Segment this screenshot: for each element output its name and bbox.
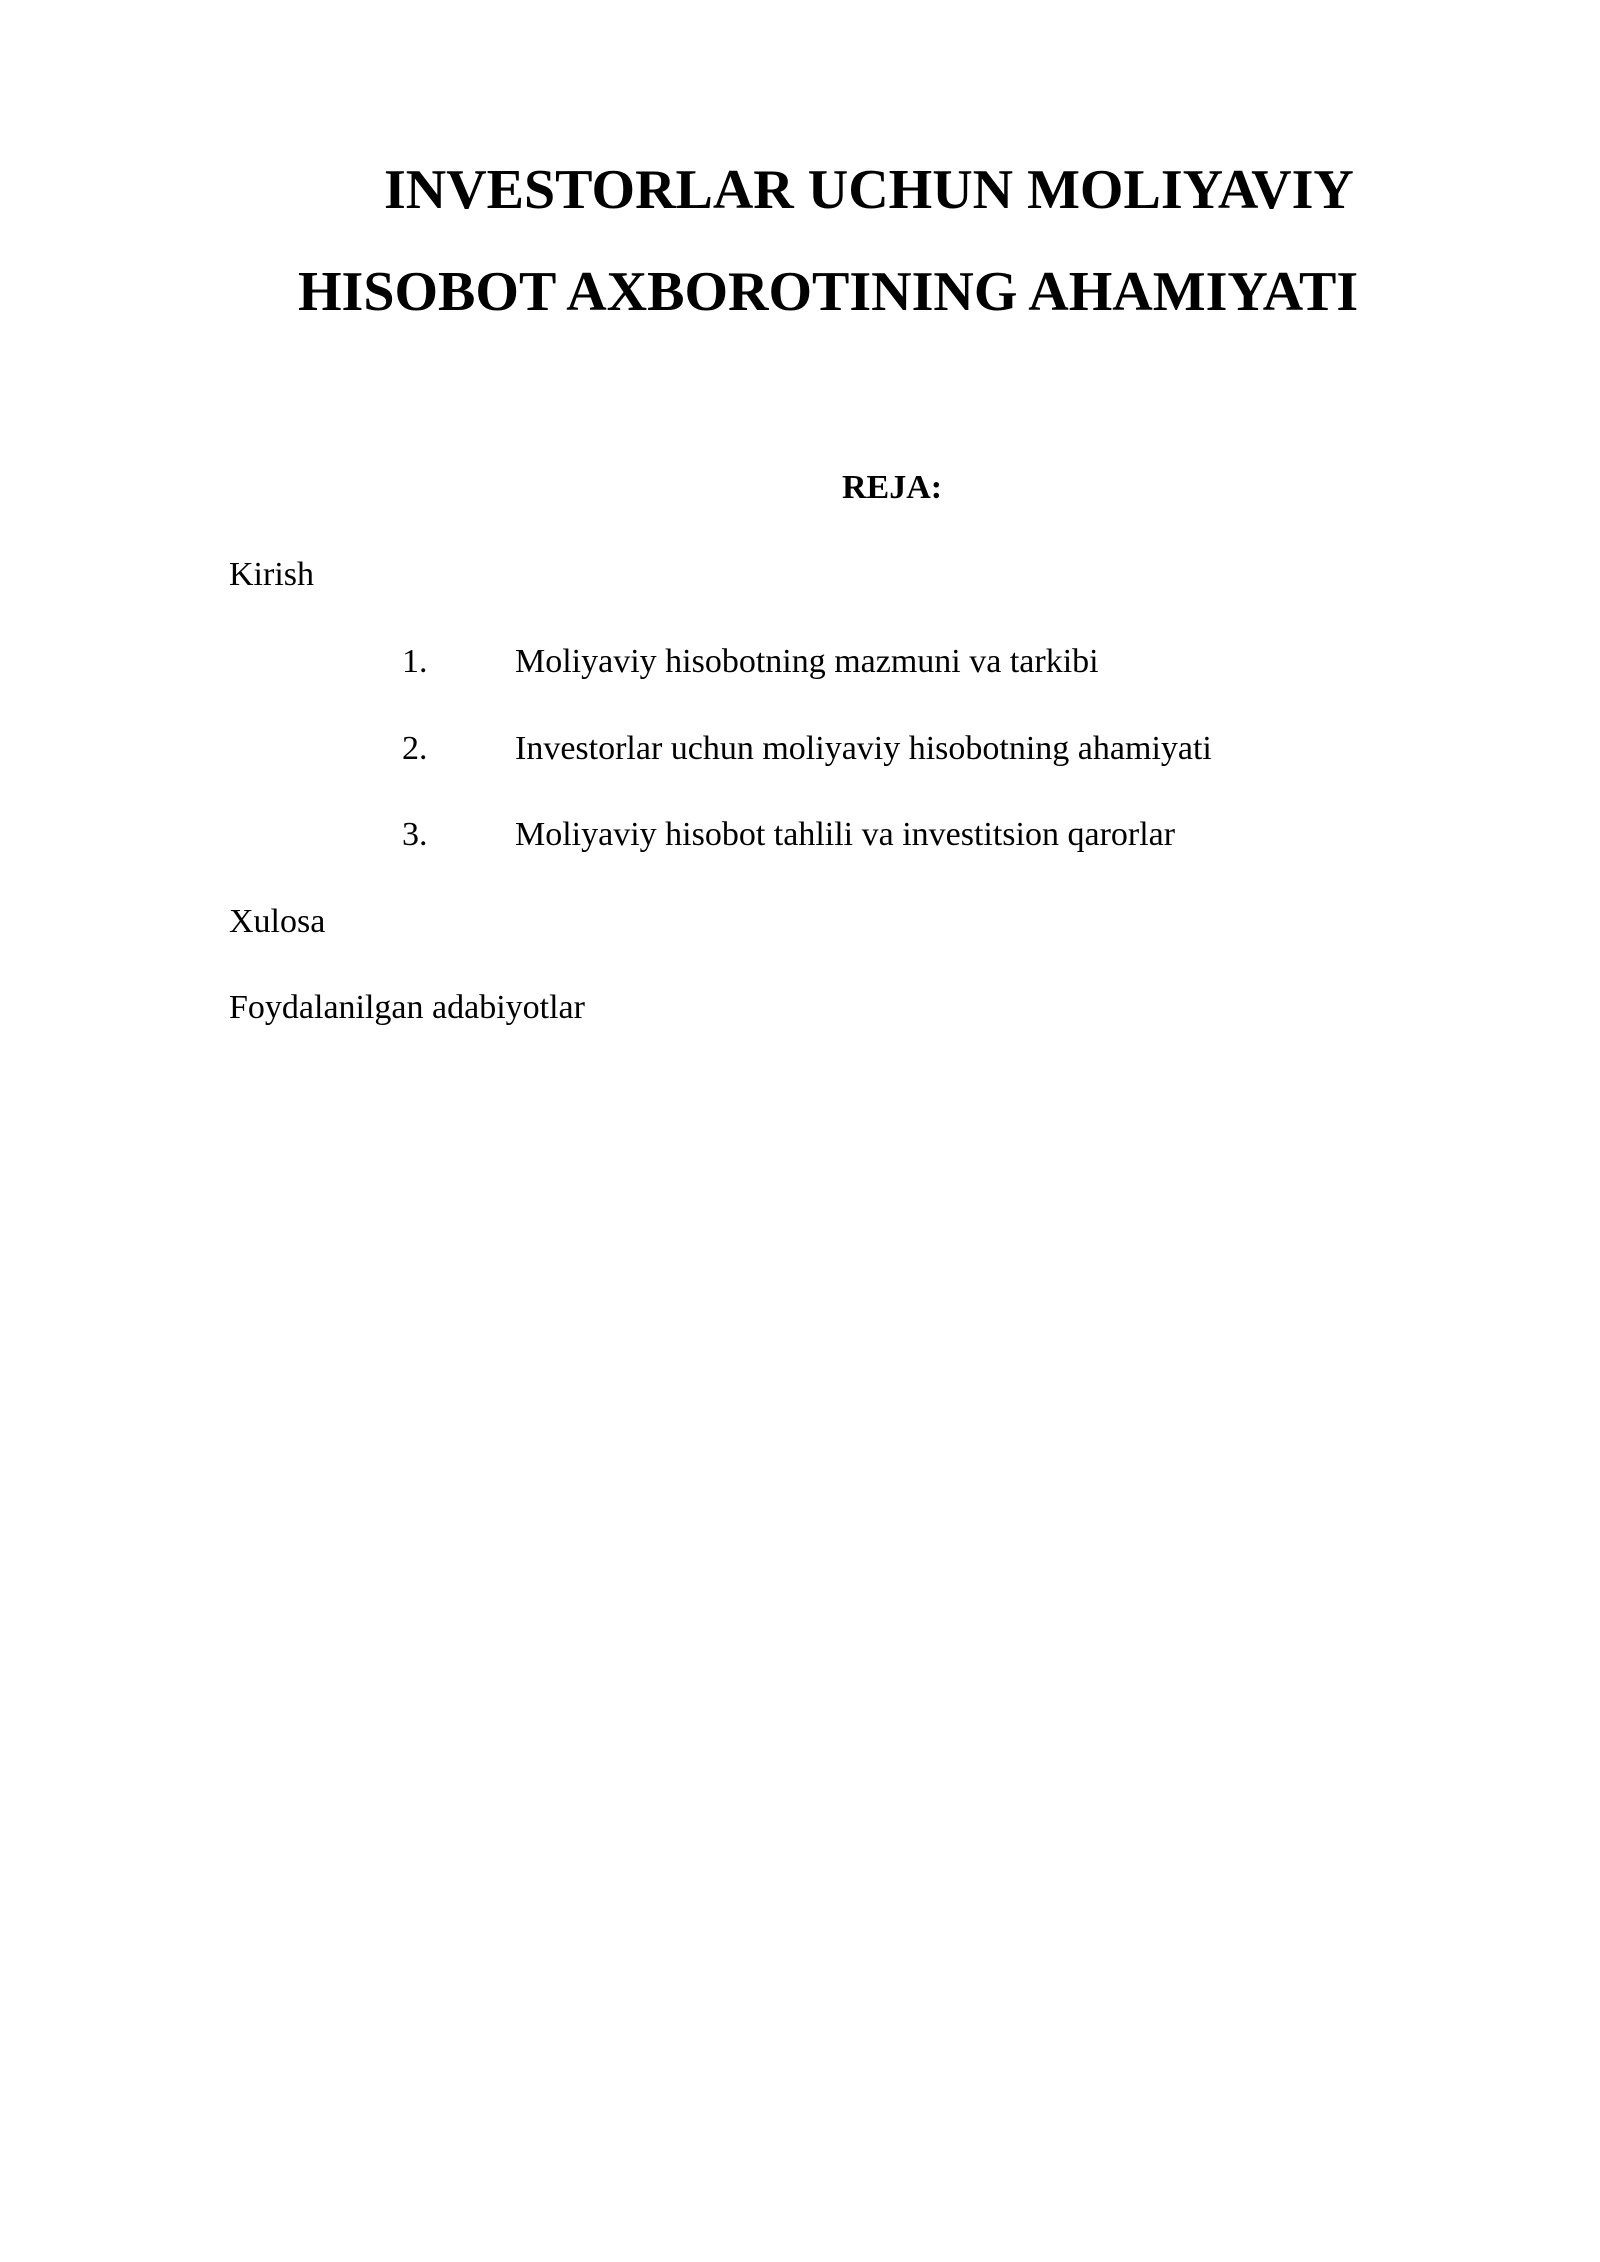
plan-item-text: Investorlar uchun moliyaviy hisobotning ahamiyati <box>515 730 1212 767</box>
plan-heading: REJA: <box>842 469 943 506</box>
plan-item-text: Moliyaviy hisobotning mazmuni va tarkibi <box>515 643 1099 680</box>
conclusion-entry: Xulosa <box>229 903 326 940</box>
document-title-line-1: INVESTORLAR UCHUN MOLIYAVIY <box>384 159 1354 221</box>
plan-item-number: 1. <box>402 643 428 680</box>
plan-item-number: 3. <box>402 816 428 853</box>
references-entry: Foydalanilgan adabiyotlar <box>229 989 585 1026</box>
plan-item-number: 2. <box>402 730 428 767</box>
document-title-line-2: HISOBOT AXBOROTINING AHAMIYATI <box>298 261 1359 323</box>
intro-entry: Kirish <box>229 556 314 593</box>
plan-item-text: Moliyaviy hisobot tahlili va investitsion qarorlar <box>515 816 1176 853</box>
